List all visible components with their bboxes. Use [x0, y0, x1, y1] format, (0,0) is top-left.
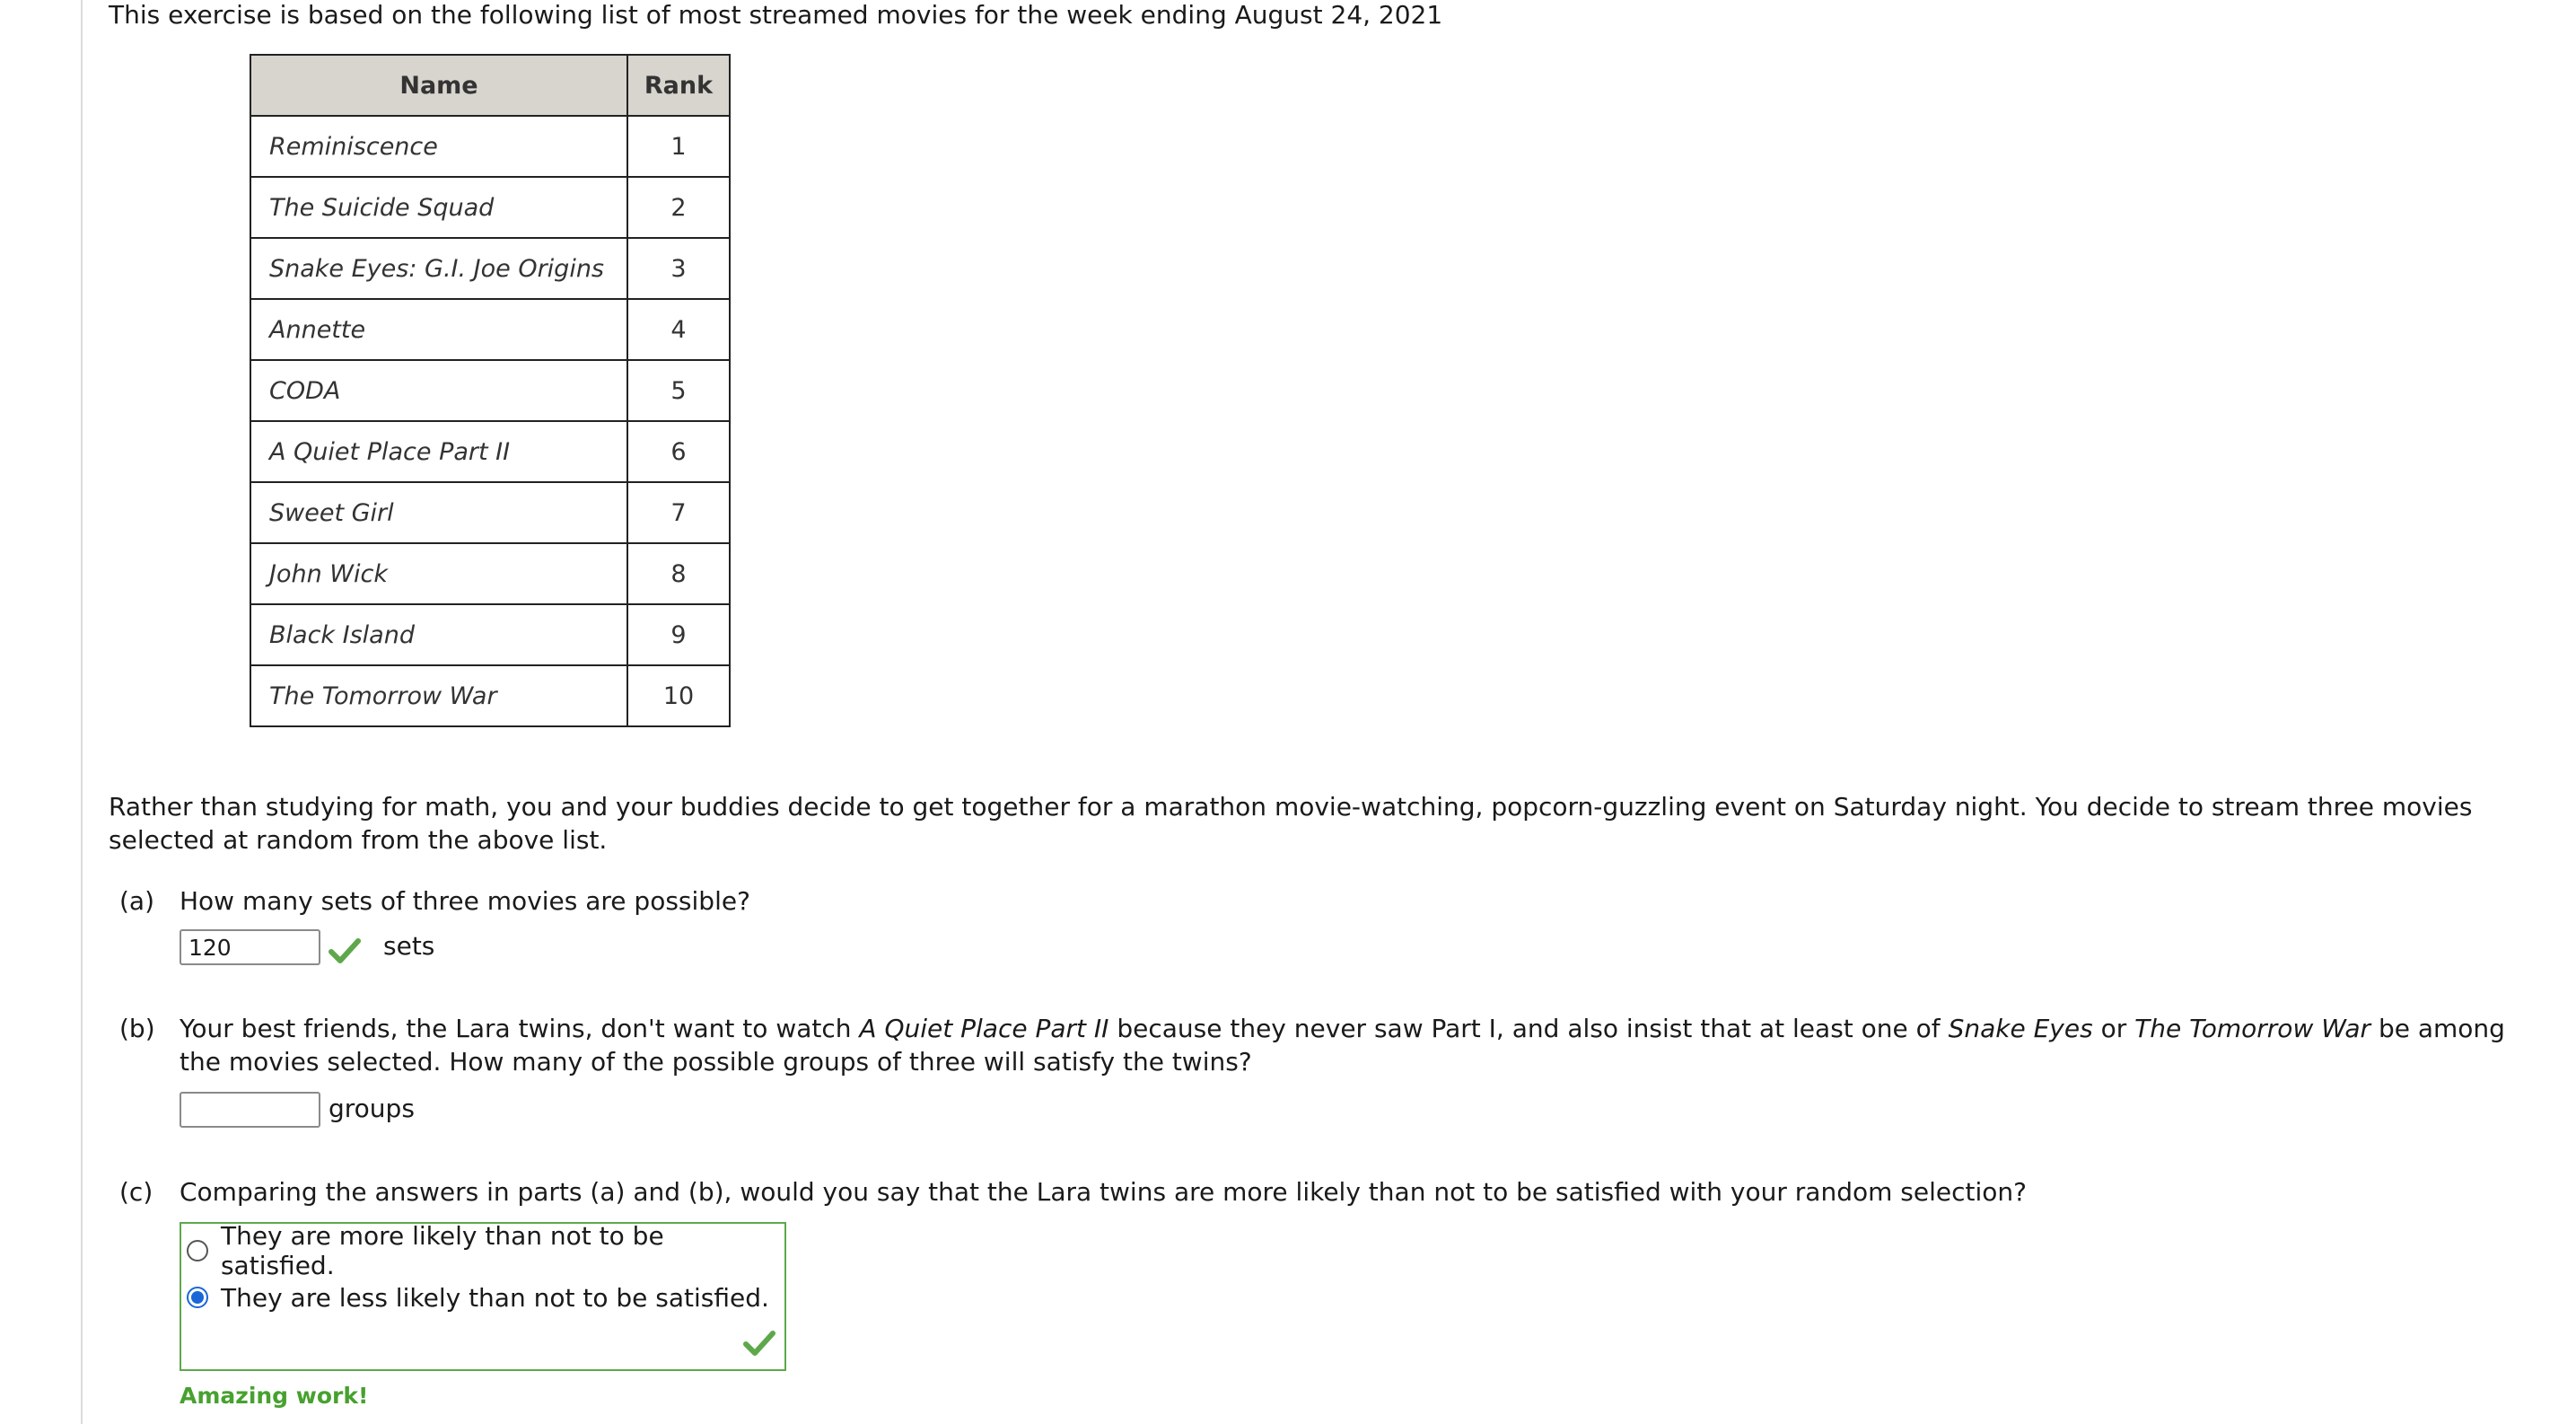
movie-rank-cell: 7: [627, 482, 730, 543]
part-b-text-2: because they never saw Part I, and also insist that at least one of: [1108, 1014, 1949, 1043]
left-margin-rule: [81, 0, 83, 1424]
table-row: [250, 116, 730, 177]
table-row: [250, 299, 730, 360]
movie-name-cell: Snake Eyes: G.I. Joe Origins: [250, 238, 627, 299]
part-b-label: (b): [119, 1014, 155, 1043]
movie-name-cell: The Tomorrow War: [250, 665, 627, 726]
part-c-choice-box: [180, 1222, 786, 1371]
part-a-answer-input[interactable]: [180, 929, 320, 965]
movie-rank-cell: 8: [627, 543, 730, 604]
part-b-movie-snake-eyes: Snake Eyes: [1948, 1014, 2093, 1043]
table-row: [250, 360, 730, 421]
table-row: [250, 604, 730, 665]
correct-check-icon: [743, 1330, 775, 1357]
movie-rank-cell: 4: [627, 299, 730, 360]
choice-less-likely[interactable]: [187, 1279, 769, 1315]
part-b-unit: groups: [329, 1094, 415, 1123]
movie-name-cell: Black Island: [250, 604, 627, 665]
part-b-text-3: or: [2092, 1014, 2135, 1043]
column-header-name: Name: [250, 55, 627, 116]
movie-table: [250, 54, 731, 727]
correct-check-icon: [329, 937, 361, 964]
movie-name-cell: A Quiet Place Part II: [250, 421, 627, 482]
radio-more-likely[interactable]: [187, 1240, 208, 1261]
movie-rank-cell: 3: [627, 238, 730, 299]
movie-rank-cell: 9: [627, 604, 730, 665]
radio-less-likely[interactable]: [187, 1287, 208, 1308]
movie-rank-cell: 2: [627, 177, 730, 238]
movie-rank-cell: 5: [627, 360, 730, 421]
table-row: [250, 543, 730, 604]
choice-more-likely[interactable]: [187, 1221, 784, 1280]
movie-rank-cell: 6: [627, 421, 730, 482]
column-header-rank: Rank: [627, 55, 730, 116]
table-row: [250, 238, 730, 299]
movie-rank-cell: 10: [627, 665, 730, 726]
part-b-text-1: Your best friends, the Lara twins, don't want to watch: [180, 1014, 860, 1043]
table-header-row: [250, 55, 730, 116]
choice-more-likely-label: They are more likely than not to be satisfied.: [220, 1221, 664, 1280]
part-b-question: [180, 1012, 2549, 1078]
movie-name-cell: The Suicide Squad: [250, 177, 627, 238]
part-a-question: How many sets of three movies are possible?: [180, 886, 750, 916]
movie-name-cell: Annette: [250, 299, 627, 360]
movie-rank-cell: 1: [627, 116, 730, 177]
part-b-movie-quiet-place: A Quiet Place Part II: [859, 1014, 1109, 1043]
table-row: [250, 482, 730, 543]
part-c-question: Comparing the answers in parts (a) and (b), would you say that the Lara twins are more likely than not to be satisfied with your random selection?: [180, 1177, 2027, 1207]
part-b-movie-tomorrow-war: The Tomorrow War: [2134, 1014, 2371, 1043]
feedback-message: Amazing work!: [180, 1383, 369, 1409]
choice-less-likely-label: They are less likely than not to be satisfied.: [221, 1282, 769, 1313]
movie-name-cell: John Wick: [250, 543, 627, 604]
part-a-label: (a): [119, 886, 155, 916]
part-b-answer-input[interactable]: [180, 1092, 320, 1128]
table-row: [250, 665, 730, 726]
scenario-paragraph: Rather than studying for math, you and your buddies decide to get together for a marathon movie-watching, popcorn-guzzling event on Saturday night. You decide to stream three movies selected at random from the above list.: [109, 792, 2473, 855]
part-b-text-4: be among the movies selected. How many of the possible groups of three will satisfy the twins?: [180, 1014, 2505, 1077]
table-row: [250, 421, 730, 482]
movie-name-cell: CODA: [250, 360, 627, 421]
intro-text: This exercise is based on the following list of most streamed movies for the week ending August 24, 2021: [109, 0, 1443, 30]
movie-name-cell: Sweet Girl: [250, 482, 627, 543]
part-c-label: (c): [119, 1177, 153, 1207]
table-row: [250, 177, 730, 238]
part-a-unit: sets: [383, 931, 435, 961]
movie-name-cell: Reminiscence: [250, 116, 627, 177]
